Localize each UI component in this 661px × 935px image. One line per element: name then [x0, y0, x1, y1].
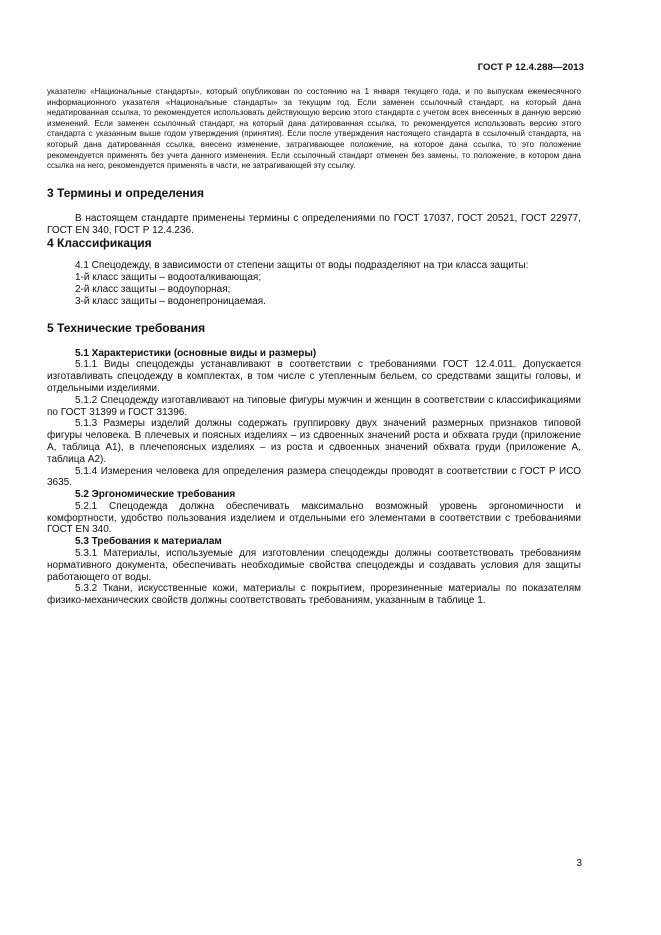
section-5-title: 5 Технические требования [47, 320, 206, 335]
class-item-1: 1-й класс защиты – водооталкивающая; [75, 272, 262, 284]
page-content [47, 87, 581, 607]
class-item-3: 3-й класс защиты – водонепроницаемая. [75, 295, 266, 307]
class-item-2: 2-й класс защиты – водоупорная; [75, 283, 231, 295]
section-3-title: 3 Термины и определения [47, 185, 205, 200]
paragraph-5-2-1: 5.2.1 Спецодежда должна обеспечивать максимально возможный уровень эргономичности и комфортности, удобство пользования изделием и отдельными его элементами в соответствии с требованиями ГОСТ EN 340. [47, 500, 581, 536]
section-4-intro: 4.1 Спецодежду, в зависимости от степени защиты от воды подразделяют на три класса защиты: [75, 260, 529, 272]
intro-paragraph: указателю «Национальные стандарты», который опубликован по состоянию на 1 января текущего года, и по выпускам ежемесячного информационного указателя «Национальные стандарты» за текущим год. Если заменен ссылочный стандарт, на который дана недатированная ссылка, то рекомендуется использовать действующую версию этого стандарта с учетом всех внесенных в данную версию изменений. Если заменен ссылочный стандарт, на который дана датированная ссылка, то рекомендуется использовать версию этого стандарта с указанным выше годом утверждения (принятия). Если после утверждения настоящего стандарта в ссылочный стандарта, на который дана датированная ссылка, внесено изменение, затрагивающее положение, на которое дана ссылка, то это положение рекомендуется применять без учета данного изменения. Если ссылочный стандарт отменен без замены, то положение, в котором дана ссылка на него, рекомендуется применять в части, не затрагивающей эту ссылку. [47, 87, 581, 171]
paragraph-5-1-4: 5.1.4 Измерения человека для определения размера спецодежды проводят в соответствии с ГОСТ Р ИСО 3635. [47, 465, 581, 489]
section-4-title: 4 Классификация [47, 236, 152, 251]
section-3-text: В настоящем стандарте применены термины с определениями по ГОСТ 17037, ГОСТ 20521, ГОСТ 22977, ГОСТ EN 340, ГОСТ Р 12.4.236. [47, 212, 581, 236]
document-code-header: ГОСТ Р 12.4.288—2013 [477, 62, 584, 73]
subsection-5-2-title: 5.2 Эргономические требования [75, 489, 236, 501]
paragraph-5-3-2: 5.3.2 Ткани, искусственные кожи, материалы с покрытием, прорезиненные материалы по показателям физико-механических свойств должны соответствовать требованиям, указанным в таблице 1. [47, 583, 581, 607]
subsection-5-1-title: 5.1 Характеристики (основные виды и размеры) [75, 347, 317, 359]
subsection-5-3-title: 5.3 Требования к материалам [75, 536, 222, 548]
page-number: 3 [576, 858, 582, 869]
paragraph-5-3-1: 5.3.1 Материалы, используемые для изготовлении спецодежды должны соответствовать требованиям нормативного документа, обеспечивать необходимые свойства спецодежды и создавать условия для защиты работающего от воды. [47, 548, 581, 583]
paragraph-5-1-2: 5.1.2 Спецодежду изготавливают на типовые фигуры мужчин и женщин в соответствии с классификациями по ГОСТ 31399 и ГОСТ 31396. [47, 394, 581, 418]
paragraph-5-1-3: 5.1.3 Размеры изделий должны содержать группировку двух значений размерных признаков типовой фигуры человека. В плечевых и поясных изделиях – из сдвоенных значений роста и обхвата груди (приложение А, таблица А1), в плечепоясных изделиях – из роста и сдвоенных значений обхвата груди (приложение А, таблица А2). [47, 418, 581, 465]
paragraph-5-1-1: 5.1.1 Виды спецодежды устанавливают в соответствии с требованиями ГОСТ 12.4.011. Допускается изготавливать спецодежду в комплектах, в том числе с утепленным бельем, со средствами защиты головы, и отдельными изделиями. [47, 359, 581, 394]
